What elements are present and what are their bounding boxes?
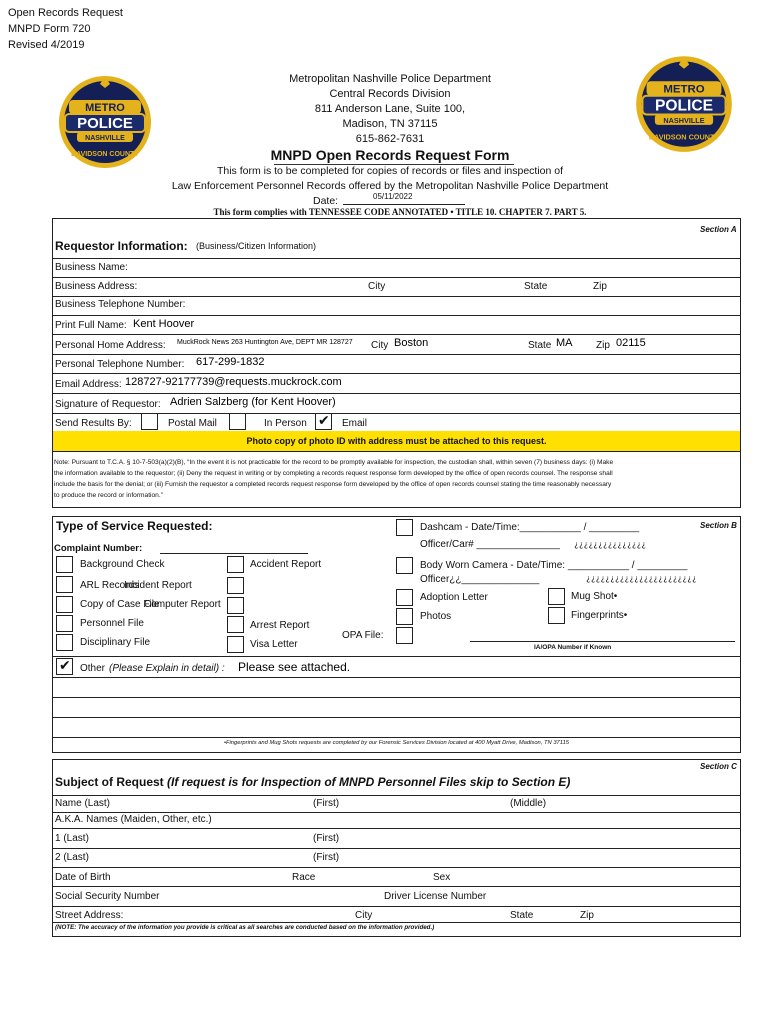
personnel-file-label: Personnel File (80, 618, 144, 629)
officer-2-label: Officer¿¿______________ (420, 574, 540, 585)
background-check-checkbox[interactable] (56, 556, 73, 573)
tca-compliance: This form complies with TENNESSEE CODE ANNOTATED • TITLE 10. CHAPTER 7. PART 5. (213, 207, 587, 217)
subject-middle-name-label: (Middle) (510, 798, 547, 809)
home-address-label: Personal Home Address: (55, 340, 166, 351)
bodycam-label: Body Worn Camera - Date/Time: ___________ / _________ (420, 560, 688, 571)
metro-police-seal-right (632, 50, 736, 154)
copy-case-file-label: Copy of Case File (80, 599, 160, 610)
postal-mail-label: Postal Mail (168, 418, 217, 429)
aka-1-last-label: 1 (Last) (55, 833, 89, 844)
complaint-number-label: Complaint Number: (54, 543, 143, 554)
sex-label: Sex (433, 872, 451, 883)
dashcam-label: Dashcam - Date/Time:___________ / _________ (420, 522, 640, 533)
seal-right-main: POLICE (654, 97, 714, 115)
section-b-heading: Type of Service Requested: (56, 519, 213, 533)
seal-right-ribbon: NASHVILLE (663, 115, 705, 125)
disciplinary-file-checkbox[interactable] (56, 634, 73, 651)
aka-label: A.K.A. Names (Maiden, Other, etc.) (55, 814, 212, 825)
in-person-label: In Person (264, 418, 307, 429)
home-zip-label: Zip (596, 340, 610, 351)
home-state-label: State (528, 340, 552, 351)
division-name: Central Records Division (329, 88, 451, 100)
personnel-file-checkbox[interactable] (56, 615, 73, 632)
business-name-label: Business Name: (55, 262, 128, 273)
visa-letter-checkbox[interactable] (227, 636, 244, 653)
seal-right-top: METRO (663, 83, 705, 96)
accident-report-checkbox[interactable] (227, 556, 244, 573)
business-zip-label: Zip (593, 281, 607, 292)
section-a-label: Section A (700, 225, 737, 234)
ia-opa-number-line[interactable] (470, 641, 735, 642)
tca-note-line4: to produce the record or information.” (54, 492, 163, 499)
section-c-heading: Subject of Request (55, 775, 164, 789)
subject-city-label: City (355, 910, 373, 921)
form-meta-line2: MNPD Form 720 (8, 23, 91, 35)
form-desc-2: Law Enforcement Personnel Records offered by the Metropolitan Nashville Police Department (171, 180, 609, 192)
photos-checkbox[interactable] (396, 608, 413, 625)
dashcam-checkbox[interactable] (396, 519, 413, 536)
garbled-text-2: ¿¿¿¿¿¿¿¿¿¿¿¿¿¿¿¿¿¿¿¿¿¿¿ (586, 574, 697, 583)
dob-label: Date of Birth (55, 872, 111, 883)
adoption-letter-label: Adoption Letter (420, 592, 488, 603)
email-label: Email Address: (55, 379, 122, 390)
personal-phone-field[interactable]: 617-299-1832 (196, 356, 265, 368)
dept-city: Madison, TN 37115 (342, 118, 438, 130)
dept-street: 811 Anderson Lane, Suite 100, (314, 103, 466, 115)
subject-street-label: Street Address: (55, 910, 124, 921)
email-checkbox[interactable] (315, 413, 332, 430)
subject-last-name-label: Name (Last) (55, 798, 111, 809)
officer-car-label: Officer/Car# _______________ (420, 539, 560, 550)
seal-left-top: METRO (85, 102, 125, 114)
tca-note-line1: Note: Pursuant to T.C.A. § 10-7-503(a)(2)(B), “In the event it is not practicable for the record to be promptly available for inspection, the custodian shall, within seven (7) business days: (i) Make (54, 459, 614, 466)
computer-report-checkbox[interactable] (227, 597, 244, 614)
business-phone-label: Business Telephone Number: (55, 299, 186, 310)
background-check-label: Background Check (80, 559, 165, 570)
disciplinary-file-label: Disciplinary File (80, 637, 151, 648)
seal-right-bottom: DAVIDSON COUNTY (648, 132, 720, 142)
other-explain-label: (Please Explain in detail) : (109, 663, 225, 674)
in-person-checkbox[interactable] (229, 413, 246, 430)
ia-opa-number-label: IA/OPA Number if Known (534, 644, 612, 651)
computer-report-label: Computer Report (144, 599, 221, 610)
aka-1-first-label: (First) (313, 833, 340, 844)
postal-mail-checkbox[interactable] (141, 413, 158, 430)
seal-left-main: POLICE (77, 115, 133, 132)
bodycam-checkbox[interactable] (396, 557, 413, 574)
date-value[interactable]: 05/11/2022 (373, 192, 413, 201)
subject-zip-label: Zip (580, 910, 594, 921)
other-explain-field[interactable]: Please see attached. (238, 660, 351, 674)
opa-file-label: OPA File: (342, 630, 384, 641)
fingerprint-footnote: •Fingerprints and Mug Shots requests are completed by our Forensic Services Division located at 400 Myatt Drive, Madison, TN 37115 (223, 740, 570, 746)
form-meta-line3: Revised 4/2019 (8, 39, 85, 51)
mug-shot-label: Mug Shot• (571, 591, 618, 602)
accuracy-note: (NOTE: The accuracy of the information you provide is critical as all searches are conducted based on the information provided.) (55, 924, 435, 931)
dept-address-block (200, 72, 580, 147)
email-field[interactable]: 128727-92177739@requests.muckrock.com (125, 376, 342, 388)
aka-2-last-label: 2 (Last) (55, 852, 89, 863)
send-results-label: Send Results By: (55, 418, 132, 429)
dept-name: Metropolitan Nashville Police Department (289, 73, 491, 85)
tca-note (54, 457, 739, 501)
date-line (343, 204, 465, 205)
business-address-label: Business Address: (55, 281, 138, 292)
section-c-heading-note: (If request is for Inspection of MNPD Personnel Files skip to Section E) (167, 775, 571, 789)
incident-report-label: Incident Report (124, 580, 192, 591)
home-state-field[interactable]: MA (556, 337, 573, 349)
tca-note-line2: the information available to the requestor; (ii) Deny the request in writing or by completing a records request response form developed by the office of open records counsel. The response shall (54, 470, 613, 477)
print-name-field[interactable]: Kent Hoover (133, 318, 195, 330)
personal-phone-label: Personal Telephone Number: (55, 359, 185, 370)
section-a-heading: Requestor Information: (55, 239, 188, 253)
form-desc-1: This form is to be completed for copies of records or files and inspection of (216, 165, 564, 177)
signature-field[interactable]: Adrien Salzberg (for Kent Hoover) (170, 396, 336, 408)
seal-left-bottom: DAVIDSON COUNTY (71, 151, 139, 158)
section-a-sub: (Business/Citizen Information) (196, 241, 317, 251)
arrest-report-checkbox[interactable] (227, 616, 244, 633)
section-b-label: Section B (700, 521, 737, 530)
photos-label: Photos (420, 611, 452, 622)
fingerprints-label: Fingerprints• (571, 610, 628, 621)
arrest-report-label: Arrest Report (250, 620, 310, 631)
complaint-number-line[interactable] (160, 553, 308, 554)
incident-report-checkbox[interactable] (227, 577, 244, 594)
dept-phone: 615-862-7631 (355, 133, 425, 145)
fingerprints-checkbox[interactable] (548, 607, 565, 624)
home-address-field[interactable]: MuckRock News 263 Huntington Ave, DEPT MR 128727 (177, 339, 353, 346)
date-label: Date: (313, 195, 339, 207)
subject-state-label: State (510, 910, 534, 921)
garbled-text-1: ¿¿¿¿¿¿¿¿¿¿¿¿¿¿¿ (574, 540, 647, 549)
adoption-letter-checkbox[interactable] (396, 589, 413, 606)
seal-left-ribbon: NASHVILLE (85, 135, 125, 142)
opa-file-checkbox[interactable] (396, 627, 413, 644)
home-city-label: City (371, 340, 389, 351)
race-label: Race (292, 872, 316, 883)
arl-records-checkbox[interactable] (56, 576, 73, 593)
metro-police-seal-left (55, 70, 155, 170)
mug-shot-checkbox[interactable] (548, 588, 565, 605)
home-city-field[interactable]: Boston (394, 337, 429, 349)
print-name-label: Print Full Name: (55, 320, 127, 331)
other-label: Other (80, 663, 106, 674)
arl-records-label: ARL Records (80, 580, 140, 591)
tca-note-line3: include the basis for the denial; or (iii) Furnish the requestor a completed records request response form developed by the office of open records counsel stating the time reasonably necessary (54, 481, 612, 488)
other-checkbox[interactable] (56, 658, 73, 675)
section-c-label: Section C (700, 762, 737, 771)
business-state-label: State (524, 281, 548, 292)
business-city-label: City (368, 281, 386, 292)
aka-2-first-label: (First) (313, 852, 340, 863)
form-meta-line1: Open Records Request (8, 7, 123, 19)
signature-label: Signature of Requestor: (55, 399, 161, 410)
email-delivery-label: Email (342, 418, 368, 429)
copy-case-file-checkbox[interactable] (56, 596, 73, 613)
visa-letter-label: Visa Letter (250, 639, 298, 650)
subject-first-name-label: (First) (313, 798, 340, 809)
home-zip-field[interactable]: 02115 (616, 337, 646, 349)
accident-report-label: Accident Report (250, 559, 322, 570)
photo-id-banner: Photo copy of photo ID with address must be attached to this request. (53, 431, 740, 451)
ssn-label: Social Security Number (55, 891, 160, 902)
form-title: MNPD Open Records Request Form (270, 147, 510, 163)
dl-label: Driver License Number (384, 891, 487, 902)
